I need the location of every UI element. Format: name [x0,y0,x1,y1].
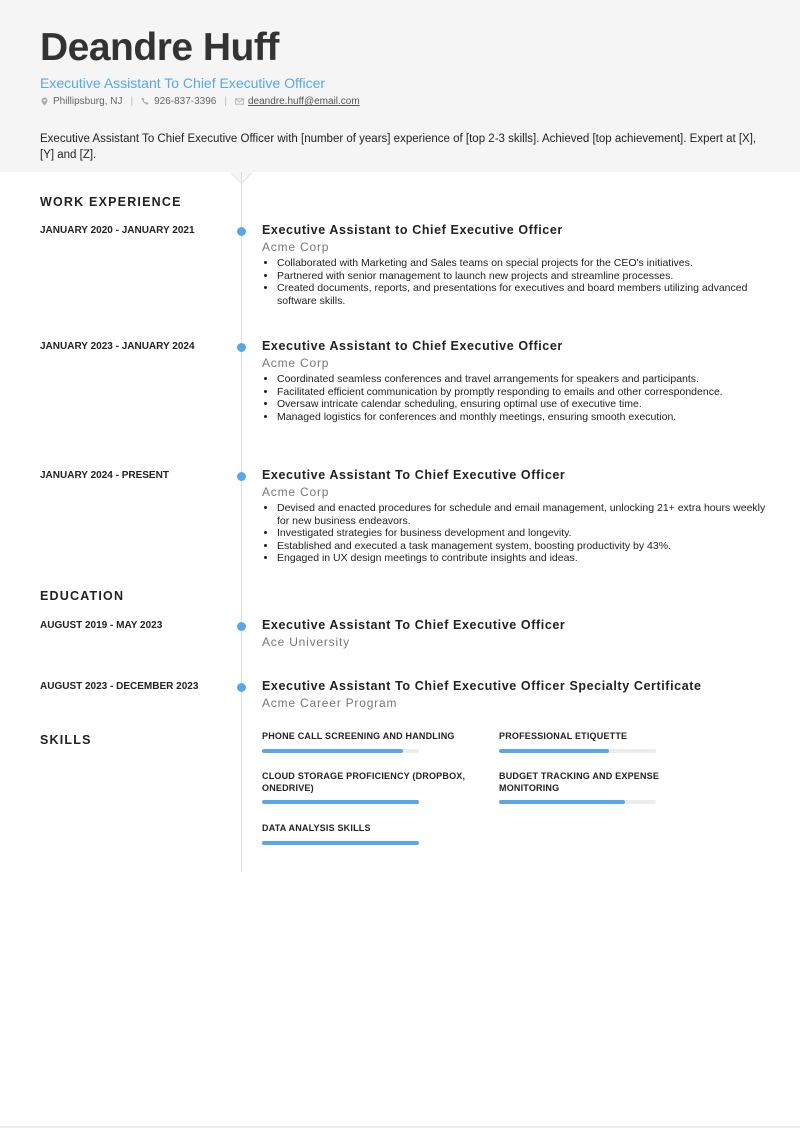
contact-bar [40,96,360,107]
skill-item [262,731,482,743]
experience-bullets [262,502,767,565]
education-degree: Executive Assistant To Chief Executive Officer [262,618,566,632]
skill-bar-track [262,800,419,804]
bullet-item: • Engaged in UX design meetings to contribute insights and ideas. [277,552,767,565]
contact-separator: | [224,96,227,107]
experience-company: Acme Corp [262,240,330,254]
experience-role: Executive Assistant to Chief Executive Officer [262,339,563,353]
skill-bar-fill [262,841,419,845]
experience-role: Executive Assistant to Chief Executive Officer [262,223,563,237]
section-title-work: WORK EXPERIENCE [40,195,182,209]
education-dates: AUGUST 2023 - DECEMBER 2023 [40,681,199,692]
experience-bullets [262,373,767,423]
bullet-item: • Facilitated efficient communication by promptly responding to emails and other correspondence. [277,386,767,399]
skill-bar-track [499,800,656,804]
contact-phone [141,96,216,107]
experience-company: Acme Corp [262,485,330,499]
contact-location [40,96,122,107]
bullet-item: • Oversaw intricate calendar scheduling, ensuring optimal use of executive time. [277,398,767,411]
experience-dates: JANUARY 2023 - JANUARY 2024 [40,341,195,352]
location-text: Phillipsburg, NJ [53,96,123,107]
candidate-title: Executive Assistant To Chief Executive Officer [40,75,326,91]
resume-header [0,0,800,172]
timeline-dot [237,227,246,236]
skill-item [262,771,482,794]
section-title-education: EDUCATION [40,589,125,603]
skill-item [499,731,719,743]
bullet-item: • Created documents, reports, and presentations for executives and board members utilizing advanced software skills. [277,282,767,307]
skill-bar-fill [499,749,609,753]
bullet-item: • Coordinated seamless conferences and travel arrangements for speakers and participants. [277,373,767,386]
bullet-item: • Investigated strategies for business development and longevity. [277,527,767,540]
bullet-item: • Collaborated with Marketing and Sales teams on special projects for the CEO's initiatives. [277,257,767,270]
mail-icon [235,97,244,106]
experience-role: Executive Assistant To Chief Executive Officer [262,468,566,482]
education-school: Acme Career Program [262,696,398,710]
contact-email[interactable] [235,96,360,107]
timeline-dot [237,683,246,692]
timeline-dot [237,622,246,631]
skill-name: BUDGET TRACKING AND EXPENSE MONITORING [499,771,660,793]
skill-name: PHONE CALL SCREENING AND HANDLING [262,731,455,741]
summary-text: Executive Assistant To Chief Executive Officer with [number of years] experience of [top 2-3 skills]. Achieved [top achievement]. Expert at [X], [Y] and [Z]. [40,133,757,161]
timeline-dot [237,343,246,352]
bullet-item: • Partnered with senior management to launch new projects and streamline processes. [277,270,767,283]
bullet-item: • Devised and enacted procedures for schedule and email management, unlocking 21+ extra hours weekly for new business endeavors. [277,502,767,527]
experience-dates: JANUARY 2024 - PRESENT [40,470,169,481]
skill-name: PROFESSIONAL ETIQUETTE [499,731,628,741]
experience-dates: JANUARY 2020 - JANUARY 2021 [40,225,195,236]
bullet-item: • Managed logistics for conferences and monthly meetings, ensuring smooth execution. [277,411,767,424]
bullet-item: • Established and executed a task management system, boosting productivity by 43%. [277,540,767,553]
skill-bar-fill [262,800,419,804]
skill-item [499,771,719,794]
skills-grid [262,731,682,861]
skill-bar-track [262,841,419,845]
phone-text: 926-837-3396 [154,96,217,107]
education-dates: AUGUST 2019 - MAY 2023 [40,620,163,631]
email-link[interactable]: deandre.huff@email.com [247,96,360,107]
section-title-skills: SKILLS [40,733,92,747]
experience-company: Acme Corp [262,356,330,370]
skill-name: DATA ANALYSIS SKILLS [262,823,371,833]
skill-bar-track [499,749,656,753]
education-school: Ace University [262,635,350,649]
contact-separator: | [130,96,134,107]
phone-icon [141,97,150,106]
skill-item [262,823,482,835]
timeline-line [241,172,242,872]
candidate-name: Deandre Huff [40,26,279,69]
skill-bar-track [262,749,419,753]
timeline-dot [237,472,246,481]
skill-bar-fill [499,800,625,804]
location-pin-icon [40,97,49,106]
skill-bar-fill [262,749,403,753]
skill-name: CLOUD STORAGE PROFICIENCY (DROPBOX, ONEDRIVE) [262,771,466,793]
education-degree: Executive Assistant To Chief Executive Officer Specialty Certificate [262,679,702,693]
experience-bullets [262,257,767,307]
